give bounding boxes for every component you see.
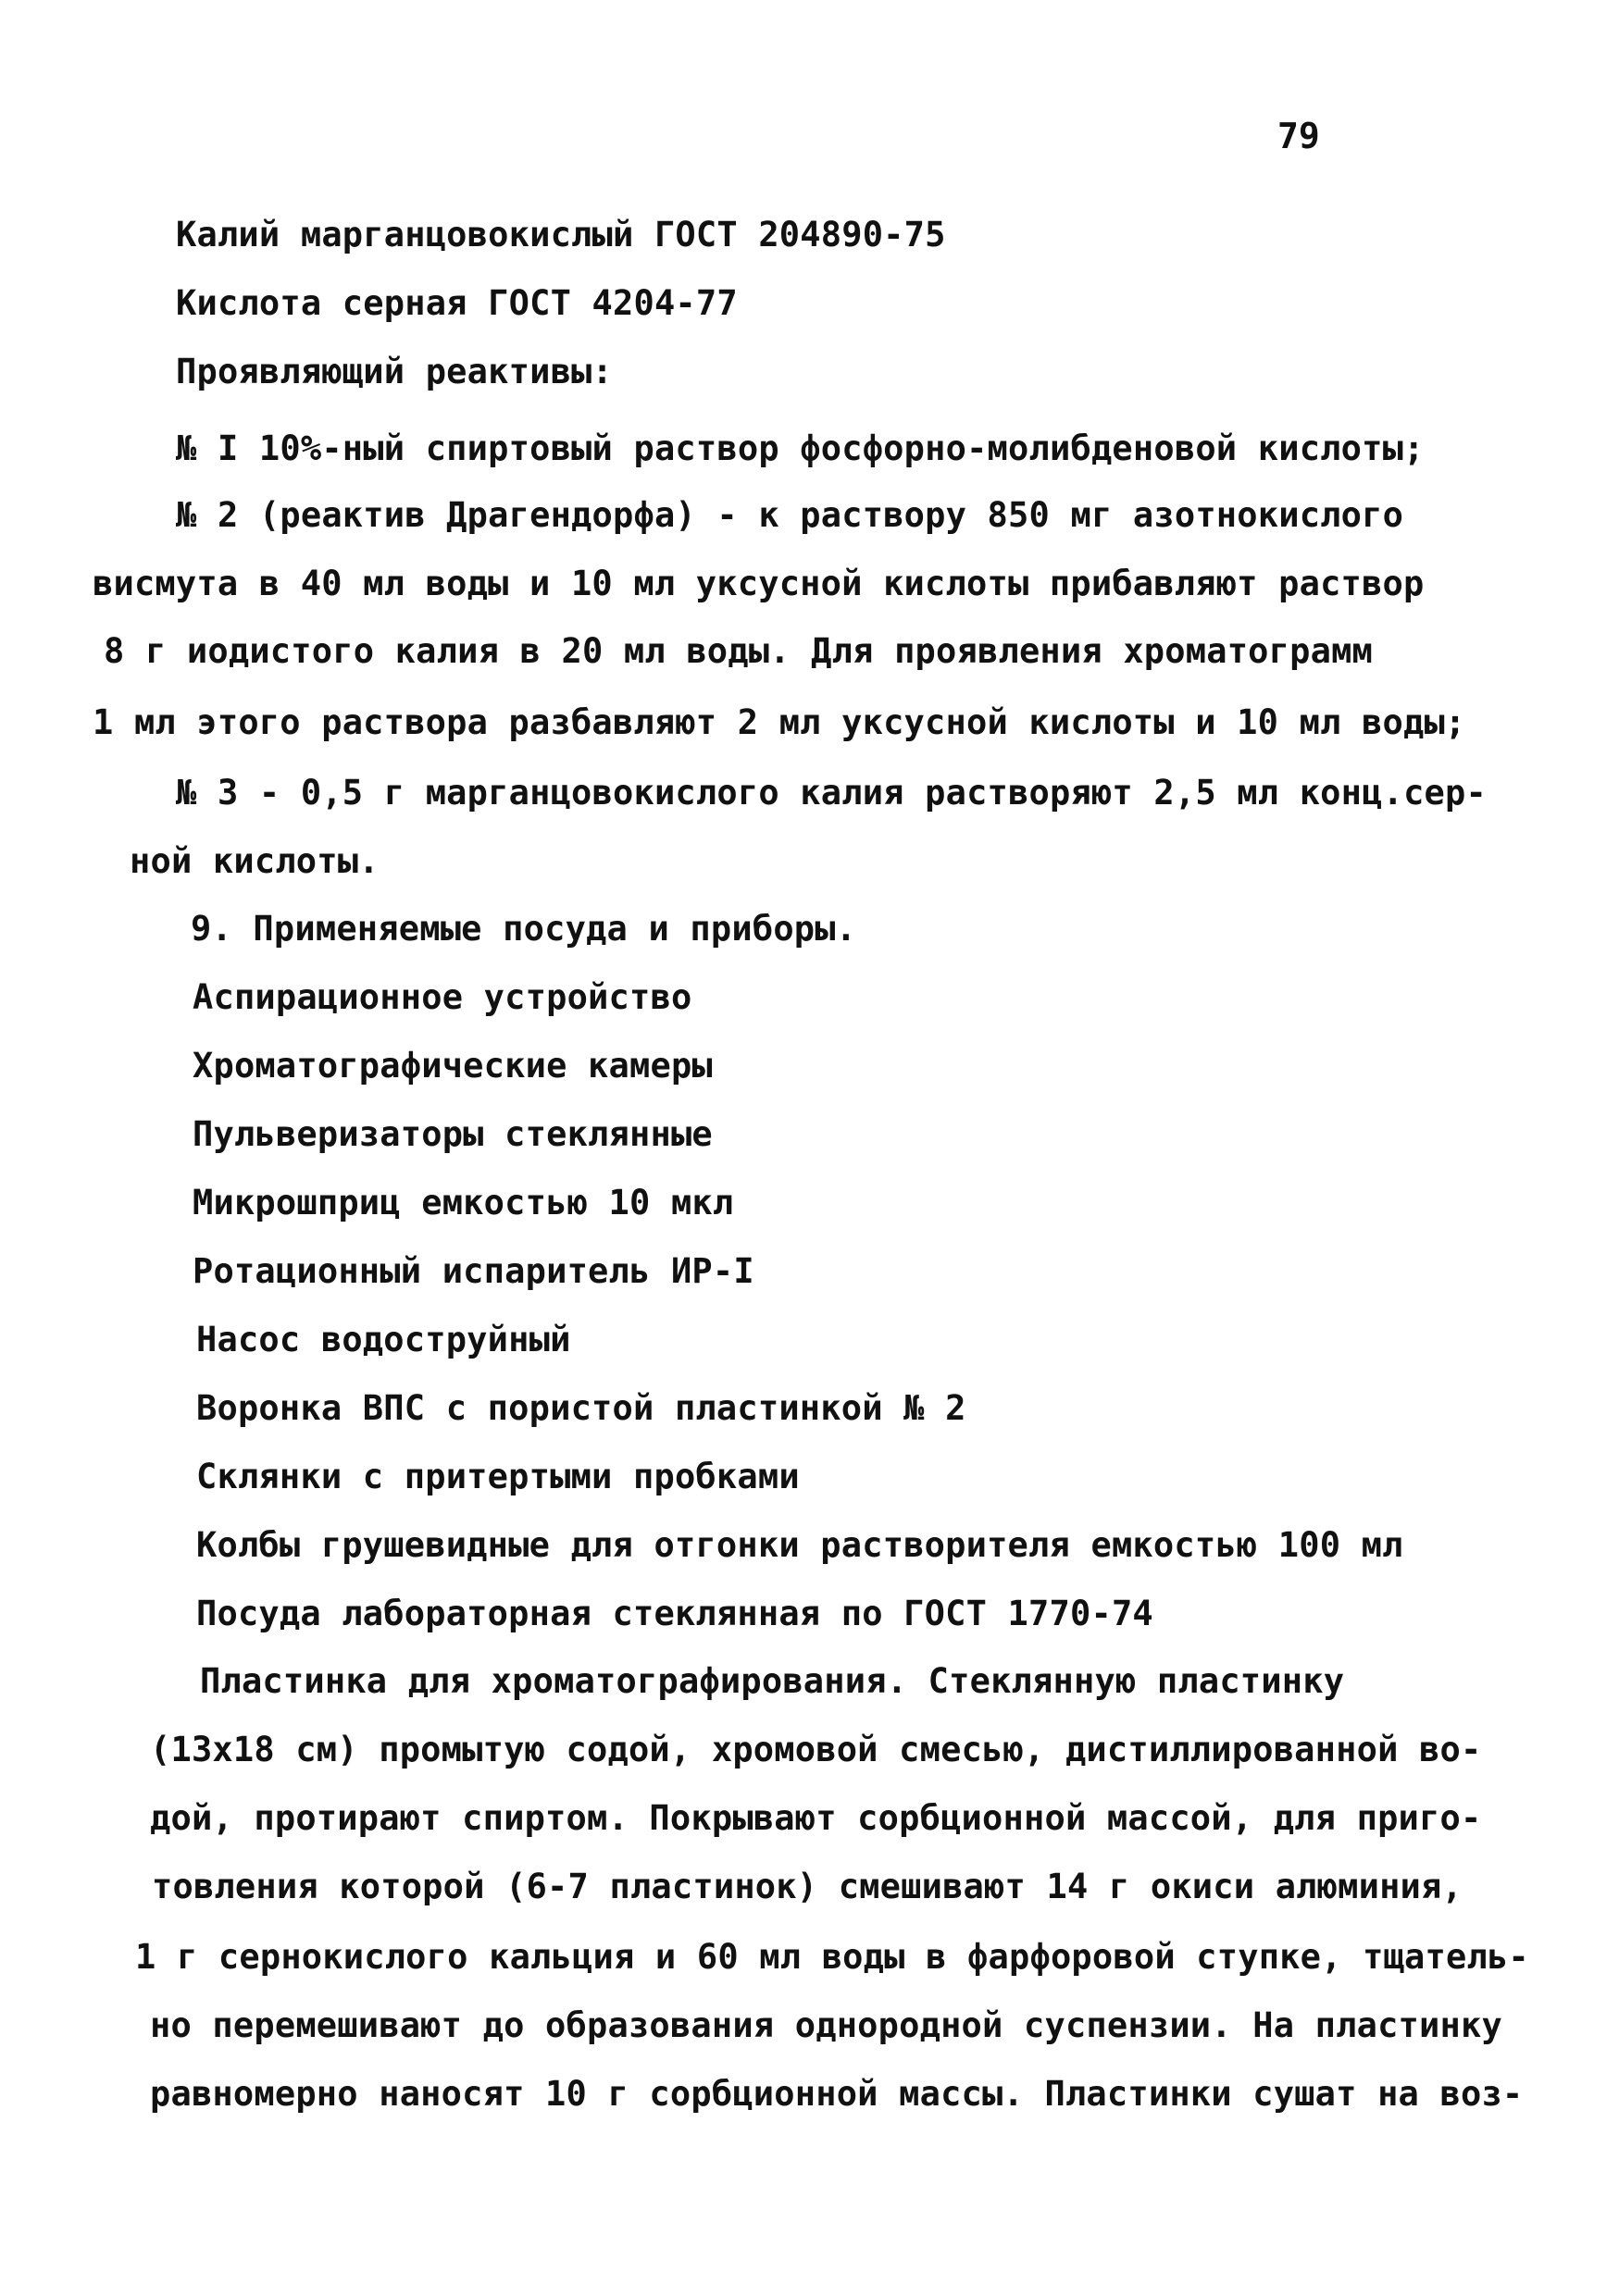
equipment-item: Хроматографические камеры xyxy=(193,1046,713,1086)
plate-paragraph-line: (13x18 см) промытую содой, хромовой смесью, дистиллированной во- xyxy=(150,1730,1482,1769)
equipment-item: Колбы грушевидные для отгонки растворителя емкостью 100 мл xyxy=(196,1525,1403,1565)
equipment-item: Пульверизаторы стеклянные xyxy=(193,1114,713,1154)
reagent-line-9: № 3 - 0,5 г марганцовокислого калия растворяют 2,5 мл конц.сер- xyxy=(176,773,1487,813)
reagent-line-7: 8 г иодистого калия в 20 мл воды. Для проявления хроматограмм xyxy=(104,631,1374,671)
plate-paragraph-line: 1 г сернокислого кальция и 60 мл воды в фарфоровой ступке, тщатель- xyxy=(135,1937,1529,1977)
reagent-line-4: № I 10%-ный спиртовый раствор фосфорно-молибденовой кислоты; xyxy=(176,428,1425,468)
reagent-line-6: висмута в 40 мл воды и 10 мл уксусной кислоты прибавляют раствор xyxy=(93,564,1425,603)
plate-paragraph-line: но перемешивают до образования однородной суспензии. На пластинку xyxy=(150,2005,1502,2045)
plate-paragraph-line: равномерно наносят 10 г сорбционной массы. Пластинки сушат на воз- xyxy=(150,2074,1524,2114)
equipment-item: Посуда лабораторная стеклянная по ГОСТ 1770-74 xyxy=(196,1594,1153,1633)
plate-paragraph-line: дой, протирают спиртом. Покрывают сорбционной массой, для приго- xyxy=(150,1798,1482,1838)
reagent-line-3: Проявляющий реактивы: xyxy=(176,352,613,391)
reagent-line-1: Калий марганцовокислый ГОСТ 204890-75 xyxy=(176,215,946,254)
equipment-item: Ротационный испаритель ИР-I xyxy=(193,1251,754,1291)
page-number: 79 xyxy=(1277,116,1320,156)
plate-paragraph-line: товления которой (6-7 пластинок) смешивают 14 г окиси алюминия, xyxy=(152,1867,1463,1906)
equipment-item: Воронка ВПС с пористой пластинкой № 2 xyxy=(196,1388,966,1428)
reagent-line-8: 1 мл этого раствора разбавляют 2 мл уксусной кислоты и 10 мл воды; xyxy=(93,702,1466,742)
reagent-line-5: № 2 (реактив Драгендорфа) - к раствору 850 мг азотнокислого xyxy=(176,495,1404,535)
equipment-item: Аспирационное устройство xyxy=(193,977,692,1017)
equipment-item: Склянки с притертыми пробками xyxy=(196,1457,800,1496)
reagent-line-2: Кислота серная ГОСТ 4204-77 xyxy=(176,283,738,323)
equipment-heading: 9. Применяемые посуда и приборы. xyxy=(191,909,857,949)
plate-paragraph-line: Пластинка для хроматографирования. Стеклянную пластинку xyxy=(200,1661,1345,1701)
equipment-item: Микрошприц емкостью 10 мкл xyxy=(193,1183,734,1222)
equipment-item: Насос водоструйный xyxy=(196,1320,571,1359)
reagent-line-10: ной кислоты. xyxy=(130,841,380,881)
